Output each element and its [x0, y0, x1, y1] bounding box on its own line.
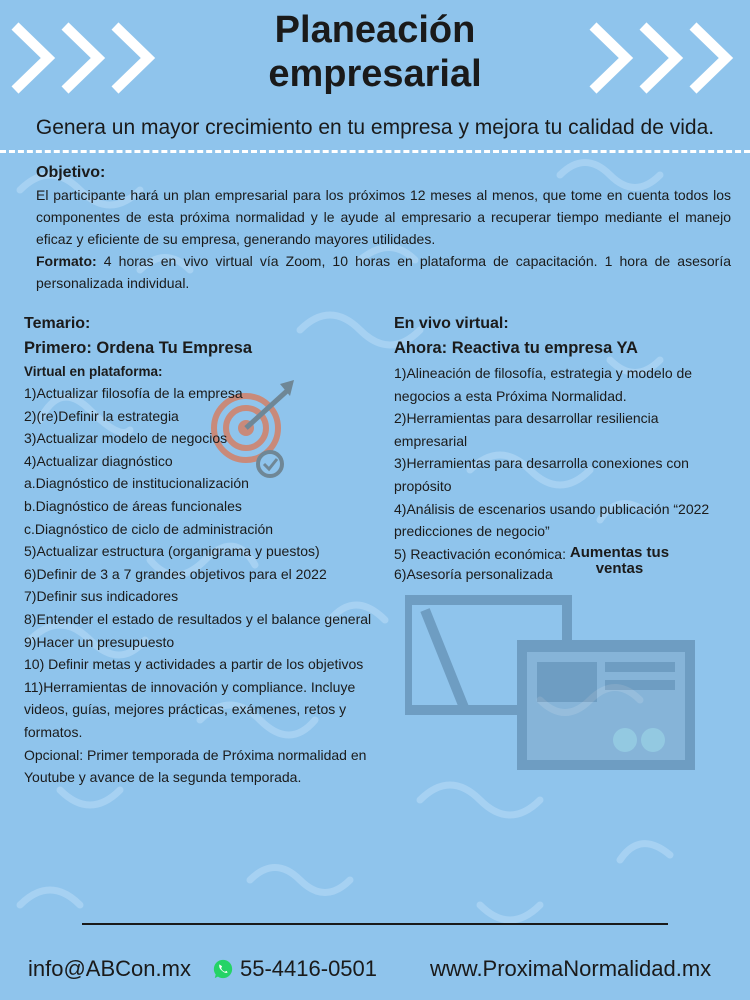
- format-label: Formato:: [36, 253, 97, 269]
- objective-text: El participante hará un plan empresarial para los próximos 12 meses al menos, que tome en cuenta todos los componentes de esta próxima normalidad y le ayude al empresario a recuperar tiempo mediante el manejo eficaz y eficiente de su empresa, generando mayores utilidades.: [36, 187, 731, 247]
- format-line: [36, 250, 731, 294]
- page-title: [150, 8, 600, 96]
- syllabus-heading: Temario:: [24, 315, 91, 332]
- title-line-2: empresarial: [268, 53, 482, 95]
- list-item: a.Diagnóstico de institucionalización: [24, 475, 249, 492]
- list-item: b.Diagnóstico de áreas funcionales: [24, 497, 242, 514]
- item5-highlight-a: Aumentas tus: [569, 543, 670, 561]
- footer: [0, 956, 750, 986]
- format-text: 4 horas en vivo virtual vía Zoom, 10 horas en plataforma de capacitación. 1 hora de asesoría personalizada individual.: [36, 253, 731, 291]
- website-link[interactable]: www.ProximaNormalidad.mx: [430, 956, 712, 981]
- list-item: 1)Alineación de filosofía, estrategia y modelo de negocios a esta Próxima Normalidad.: [394, 365, 693, 404]
- list-item: 2)Herramientas para desarrollar resiliencia empresarial: [394, 410, 659, 449]
- list-item: 4)Actualizar diagnóstico: [24, 452, 173, 469]
- item5-highlight: [570, 545, 669, 577]
- title-line-1: Planeación: [274, 9, 476, 51]
- laptop-illustration-icon: [405, 590, 705, 780]
- list-item: 3)Actualizar modelo de negocios: [24, 430, 228, 447]
- list-item: 9)Hacer un presupuesto: [24, 633, 175, 650]
- phone-number: 55-4416-0501: [240, 956, 378, 981]
- phone-contact[interactable]: [212, 956, 377, 982]
- item5-text: 5) Reactivación económica:: [394, 545, 570, 562]
- whatsapp-icon: [212, 958, 234, 980]
- list-item: 10) Definir metas y actividades a partir de los objetivos: [24, 656, 364, 673]
- list-item: 8)Entender el estado de resultados y el balance general: [24, 610, 372, 627]
- chevrons-right-icon: [588, 18, 748, 98]
- list-item: 7)Definir sus indicadores: [24, 588, 179, 605]
- chevrons-right-icon: [10, 18, 170, 98]
- item5-highlight-b: ventas: [595, 559, 644, 577]
- dashed-divider: [0, 150, 750, 153]
- list-item: 3)Herramientas para desarrolla conexiones con propósito: [394, 455, 689, 494]
- objective-label: Objetivo:: [36, 164, 106, 181]
- live-virtual-column: [394, 312, 724, 585]
- platform-label: Virtual en plataforma:: [24, 364, 163, 379]
- list-item: 1)Actualizar filosofía de la empresa: [24, 385, 243, 401]
- live-heading: En vivo virtual:: [394, 315, 509, 332]
- syllabus-column: [24, 312, 384, 789]
- list-item: 5)Actualizar estructura (organigrama y puestos): [24, 543, 320, 560]
- list-item: 2)(re)Definir la estrategia: [24, 407, 179, 424]
- objective-section: [36, 162, 731, 294]
- footer-divider: [82, 923, 668, 925]
- list-item: 6)Definir de 3 a 7 grandes objetivos para el 2022: [24, 565, 327, 582]
- list-item: Opcional: Primer temporada de Próxima normalidad en Youtube y avance de la segunda temporada.: [24, 746, 367, 786]
- list-item: 6)Asesoría personalizada: [394, 565, 553, 582]
- list-item: 4)Análisis de escenarios usando publicación “2022 predicciones de negocio”: [394, 500, 710, 540]
- list-item: c.Diagnóstico de ciclo de administración: [24, 520, 274, 537]
- subtitle: Genera un mayor crecimiento en tu empresa y mejora tu calidad de vida.: [35, 116, 715, 139]
- email-link[interactable]: info@ABCon.mx: [28, 956, 191, 981]
- list-item: 11)Herramientas de innovación y compliance. Incluye videos, guías, mejores prácticas, exámenes, retos y formatos.: [24, 678, 356, 740]
- live-subheading: Ahora: Reactiva tu empresa YA: [394, 339, 638, 357]
- syllabus-subheading: Primero: Ordena Tu Empresa: [24, 339, 253, 357]
